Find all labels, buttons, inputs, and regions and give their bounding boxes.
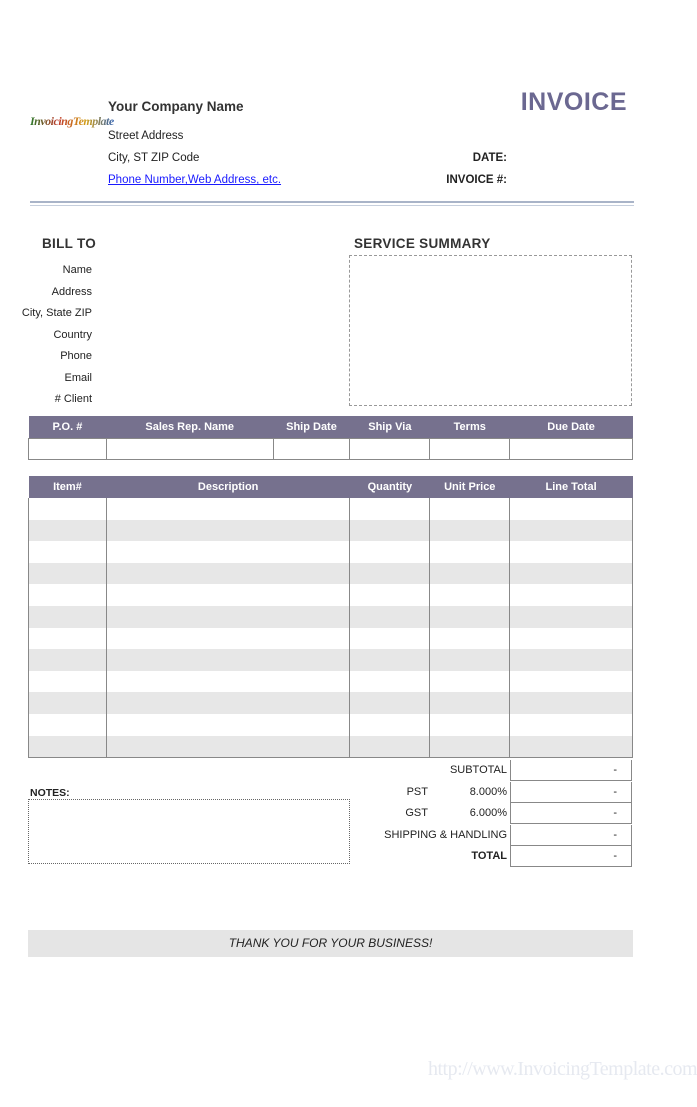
table-row	[29, 498, 633, 520]
line-total-cell[interactable]	[510, 714, 633, 736]
description-cell[interactable]	[106, 649, 350, 671]
unit-price-cell[interactable]	[430, 498, 510, 520]
bill-to-phone-label: Phone	[60, 350, 92, 362]
notes-box[interactable]	[28, 799, 350, 864]
ship-via-cell[interactable]	[350, 439, 430, 460]
bill-to-name-label: Name	[62, 264, 92, 276]
bill-to-country-label: Country	[53, 329, 92, 341]
unit-price-cell[interactable]	[430, 692, 510, 714]
date-label: DATE:	[472, 152, 507, 164]
sales-rep-header: Sales Rep. Name	[106, 416, 273, 439]
gst-label: GST	[405, 807, 428, 819]
description-cell[interactable]	[106, 520, 350, 542]
subtotal-value: -	[613, 764, 617, 776]
item-cell[interactable]	[29, 671, 107, 693]
item-cell[interactable]	[29, 736, 107, 758]
unit-price-cell[interactable]	[430, 628, 510, 650]
header-divider	[30, 201, 634, 203]
description-cell[interactable]	[106, 606, 350, 628]
pst-value: -	[613, 785, 617, 798]
logo-text: InvoicingTemplate	[30, 114, 114, 128]
item-cell[interactable]	[29, 520, 107, 542]
line-total-cell[interactable]	[510, 736, 633, 758]
due-date-header: Due Date	[510, 416, 633, 439]
subtotal-cell	[510, 760, 632, 781]
unit-price-cell[interactable]	[430, 649, 510, 671]
description-cell[interactable]	[106, 628, 350, 650]
quantity-cell[interactable]	[350, 606, 430, 628]
sales-rep-cell[interactable]	[106, 439, 273, 460]
bill-to-title: BILL TO	[42, 236, 97, 251]
order-info-table	[28, 416, 633, 460]
invoice-title: INVOICE	[520, 88, 627, 116]
line-total-header: Line Total	[510, 476, 633, 498]
thank-you-banner: THANK YOU FOR YOUR BUSINESS!	[28, 930, 633, 957]
quantity-cell[interactable]	[350, 671, 430, 693]
shipping-label: SHIPPING & HANDLING	[384, 828, 507, 841]
quantity-cell[interactable]	[350, 498, 430, 520]
terms-header: Terms	[430, 416, 510, 439]
bill-to-client-label: Client #	[54, 393, 92, 405]
description-cell[interactable]	[106, 541, 350, 563]
quantity-cell[interactable]	[350, 520, 430, 542]
line-total-cell[interactable]	[510, 520, 633, 542]
service-summary-box[interactable]	[349, 255, 632, 406]
table-row	[29, 692, 633, 714]
quantity-cell[interactable]	[350, 563, 430, 585]
company-name[interactable]: Your Company Name	[108, 99, 244, 114]
unit-price-cell[interactable]	[430, 563, 510, 585]
watermark: http://www.InvoicingTemplate.com	[428, 1058, 697, 1080]
item-cell[interactable]	[29, 692, 107, 714]
contact-link[interactable]: Phone Number,Web Address, etc.	[108, 174, 282, 186]
shipping-value: -	[613, 828, 617, 841]
unit-price-cell[interactable]	[430, 584, 510, 606]
quantity-cell[interactable]	[350, 649, 430, 671]
unit-price-cell[interactable]	[430, 541, 510, 563]
header-divider-secondary	[30, 205, 634, 206]
description-cell[interactable]	[106, 671, 350, 693]
line-total-cell[interactable]	[510, 563, 633, 585]
total-cell	[510, 846, 632, 867]
total-label: TOTAL	[471, 850, 507, 862]
total-value: -	[613, 850, 617, 862]
bill-to-address-label: Address	[51, 286, 92, 298]
po-cell[interactable]	[29, 439, 107, 460]
line-total-cell[interactable]	[510, 628, 633, 650]
table-row	[29, 541, 633, 563]
table-row	[29, 628, 633, 650]
shipping-cell[interactable]	[510, 825, 632, 846]
table-row	[29, 563, 633, 585]
line-total-cell[interactable]	[510, 498, 633, 520]
ship-date-header: Ship Date	[273, 416, 350, 439]
line-total-cell[interactable]	[510, 606, 633, 628]
company-logo	[30, 114, 114, 142]
invoice-number-field[interactable]	[512, 170, 632, 188]
line-total-cell[interactable]	[510, 692, 633, 714]
ship-via-header: Ship Via	[350, 416, 430, 439]
description-cell[interactable]	[106, 498, 350, 520]
unit-price-cell[interactable]	[430, 714, 510, 736]
street-address[interactable]: Street Address	[108, 130, 184, 142]
table-row	[29, 714, 633, 736]
item-cell[interactable]	[29, 649, 107, 671]
table-row	[29, 606, 633, 628]
gst-rate[interactable]: 6.000%	[469, 807, 507, 819]
unit-price-cell[interactable]	[430, 520, 510, 542]
unit-price-cell[interactable]	[430, 606, 510, 628]
pst-label: PST	[406, 785, 428, 798]
city-state-zip[interactable]: City, ST ZIP Code	[108, 152, 200, 164]
table-row	[29, 520, 633, 542]
table-row	[29, 584, 633, 606]
quantity-cell[interactable]	[350, 584, 430, 606]
quantity-cell[interactable]	[350, 541, 430, 563]
line-total-cell[interactable]	[510, 584, 633, 606]
description-header: Description	[106, 476, 350, 498]
item-cell[interactable]	[29, 714, 107, 736]
description-cell[interactable]	[106, 692, 350, 714]
subtotal-label: SUBTOTAL	[449, 764, 507, 776]
subtotal-row	[28, 760, 633, 782]
bill-to-email-label: Email	[64, 372, 92, 384]
item-cell[interactable]	[29, 606, 107, 628]
item-number-header: Item#	[29, 476, 107, 498]
unit-price-cell[interactable]	[430, 736, 510, 758]
line-total-cell[interactable]	[510, 649, 633, 671]
item-cell[interactable]	[29, 541, 107, 563]
description-cell[interactable]	[106, 584, 350, 606]
quantity-cell[interactable]	[350, 692, 430, 714]
po-header: P.O. #	[29, 416, 107, 439]
item-cell[interactable]	[29, 563, 107, 585]
quantity-cell[interactable]	[350, 714, 430, 736]
table-row	[29, 736, 633, 758]
pst-cell	[510, 782, 632, 803]
pst-rate[interactable]: 8.000%	[469, 785, 507, 798]
invoice-number-label: INVOICE #:	[446, 174, 507, 186]
ship-date-cell[interactable]	[273, 439, 350, 460]
quantity-header: Quantity	[350, 476, 430, 498]
description-cell[interactable]	[106, 563, 350, 585]
date-field[interactable]	[512, 148, 632, 166]
unit-price-header: Unit Price	[430, 476, 510, 498]
bill-to-city-label: City, State ZIP	[21, 307, 92, 319]
due-date-cell[interactable]	[510, 439, 633, 460]
items-header	[29, 476, 633, 498]
bill-to-fields[interactable]	[100, 260, 330, 410]
line-total-cell[interactable]	[510, 541, 633, 563]
item-cell[interactable]	[29, 584, 107, 606]
gst-cell	[510, 803, 632, 824]
quantity-cell[interactable]	[350, 736, 430, 758]
table-row	[29, 649, 633, 671]
line-total-cell[interactable]	[510, 671, 633, 693]
items-table	[28, 476, 633, 758]
description-cell[interactable]	[106, 736, 350, 758]
table-row	[29, 671, 633, 693]
quantity-cell[interactable]	[350, 628, 430, 650]
item-cell[interactable]	[29, 498, 107, 520]
gst-value: -	[613, 807, 617, 819]
description-cell[interactable]	[106, 714, 350, 736]
order-info-row	[29, 439, 633, 460]
terms-cell[interactable]	[430, 439, 510, 460]
notes-label: NOTES:	[30, 787, 70, 799]
order-info-header	[29, 416, 633, 439]
service-summary-title: SERVICE SUMMARY	[354, 236, 491, 251]
unit-price-cell[interactable]	[430, 671, 510, 693]
item-cell[interactable]	[29, 628, 107, 650]
